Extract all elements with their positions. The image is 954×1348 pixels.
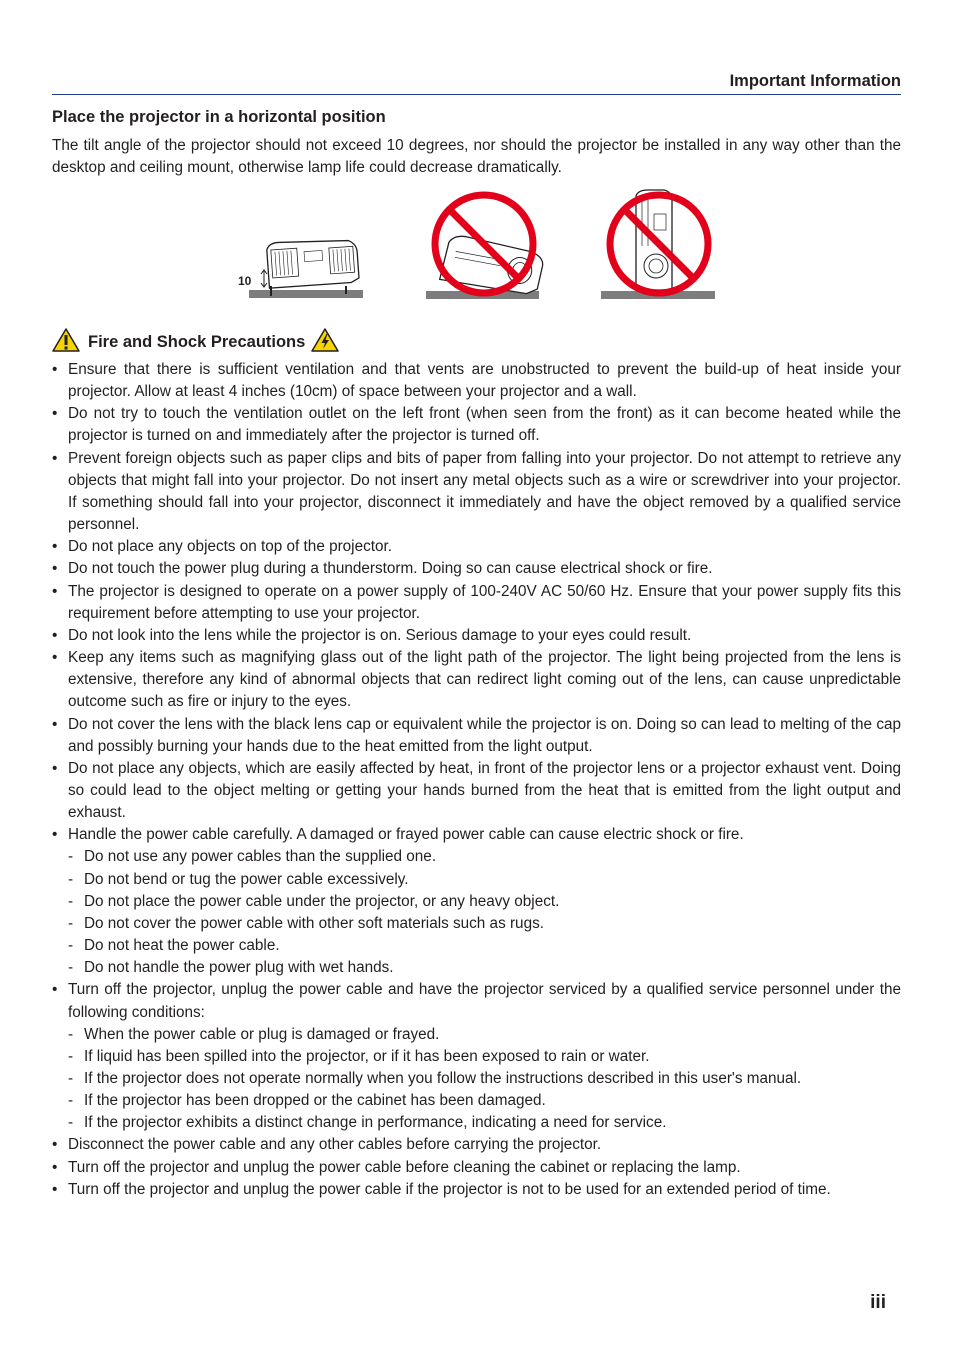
bullet-list-item: • Do not cover the lens with the black lens cap or equivalent while the projector is on. Doing so can lead to melting of the cap and possibly burning your hands due to the heat emitted from the light output.	[52, 714, 901, 758]
bullet-list-item: • Do not try to touch the ventilation outlet on the left front (when seen from the front) as it can become heated while the projector is turned on and immediately after the projector is turned off.	[52, 403, 901, 447]
tilted-over-projector-figure	[426, 195, 545, 299]
warning-triangle-icon	[52, 327, 80, 358]
bullet-list-item: • Do not place any objects on top of the projector.	[52, 536, 901, 558]
fire-shock-heading	[52, 327, 339, 357]
bullet-list-item: • Do not place any objects, which are easily affected by heat, in front of the projector lens or a projector exhaust vent. Doing so could lead to the object melting or getting your hands burned from the heat that is emitted from the light output and exhaust.	[52, 758, 901, 824]
bullet-list-item: • Keep any items such as magnifying glass out of the light path of the projector. The light being projected from the lens is extensive, therefore any kind of abnormal objects that can redirect light coming out of the lens, can cause unpredictable outcome such as fire or injury to the eyes.	[52, 647, 901, 713]
bullet-list-item: • Handle the power cable carefully. A damaged or frayed power cable can cause electric shock or fire.	[52, 824, 901, 846]
section-body: The tilt angle of the projector should not exceed 10 degrees, nor should the projector be installed in any way other than the desktop and ceiling mount, otherwise lamp life could decrease dramatically.	[52, 137, 901, 176]
page-number: iii	[870, 1292, 886, 1313]
sub-list-item: - If liquid has been spilled into the projector, or if it has been exposed to rain or water.	[52, 1046, 901, 1068]
sub-list-item: - Do not heat the power cable.	[52, 935, 901, 957]
precautions-list	[52, 359, 901, 1201]
sub-list-item: - Do not use any power cables than the supplied one.	[52, 846, 901, 868]
sub-list-item: - If the projector exhibits a distinct change in performance, indicating a need for service.	[52, 1112, 901, 1134]
bullet-list-item: • Ensure that there is sufficient ventilation and that vents are unobstructed to prevent the build-up of heat inside your projector. Allow at least 4 inches (10cm) of space between your projector and a wall.	[52, 359, 901, 403]
section-title: Place the projector in a horizontal position	[52, 108, 386, 126]
fire-shock-title: Fire and Shock Precautions	[88, 332, 306, 351]
bullet-list-item: • Turn off the projector and unplug the power cable before cleaning the cabinet or replacing the lamp.	[52, 1157, 901, 1179]
tilt-angle-label: 10	[238, 274, 252, 288]
bullet-list-item: • The projector is designed to operate on a power supply of 100-240V AC 50/60 Hz. Ensure that your power supply fits this requirement before attempting to use your projector.	[52, 581, 901, 625]
bullet-list-item: • Turn off the projector, unplug the power cable and have the projector serviced by a qualified service personnel under the following conditions:	[52, 979, 901, 1023]
bullet-list-item: • Do not look into the lens while the projector is on. Serious damage to your eyes could result.	[52, 625, 901, 647]
header-title: Important Information	[729, 72, 901, 90]
bullet-list-item: • Disconnect the power cable and any other cables before carrying the projector.	[52, 1134, 901, 1156]
sub-list-item: - If the projector has been dropped or the cabinet has been damaged.	[52, 1090, 901, 1112]
sub-list-item: - Do not handle the power plug with wet hands.	[52, 957, 901, 979]
bullet-list-item: • Do not touch the power plug during a thunderstorm. Doing so can cause electrical shock or fire.	[52, 558, 901, 580]
sub-list-item: - When the power cable or plug is damaged or frayed.	[52, 1024, 901, 1046]
upright-projector-figure	[601, 190, 715, 299]
bullet-list-item: • Prevent foreign objects such as paper clips and bits of paper from falling into your projector. Do not attempt to retrieve any objects that might fall into your projector. Do not insert any metal objects such as a wire or screwdriver into your projector. If something should fall into your projector, disconnect it immediately and have the object removed by a qualified service personnel.	[52, 448, 901, 537]
sub-list-item: - Do not cover the power cable with other soft materials such as rugs.	[52, 913, 901, 935]
placement-figures	[0, 186, 954, 304]
electric-shock-icon	[311, 327, 339, 358]
page-header	[52, 70, 901, 95]
tilted-projector-figure	[238, 237, 363, 298]
sub-list-item: - Do not bend or tug the power cable excessively.	[52, 869, 901, 891]
sub-list-item: - If the projector does not operate normally when you follow the instructions described in this user's manual.	[52, 1068, 901, 1090]
sub-list-item: - Do not place the power cable under the projector, or any heavy object.	[52, 891, 901, 913]
bullet-list-item: • Turn off the projector and unplug the power cable if the projector is not to be used for an extended period of time.	[52, 1179, 901, 1201]
